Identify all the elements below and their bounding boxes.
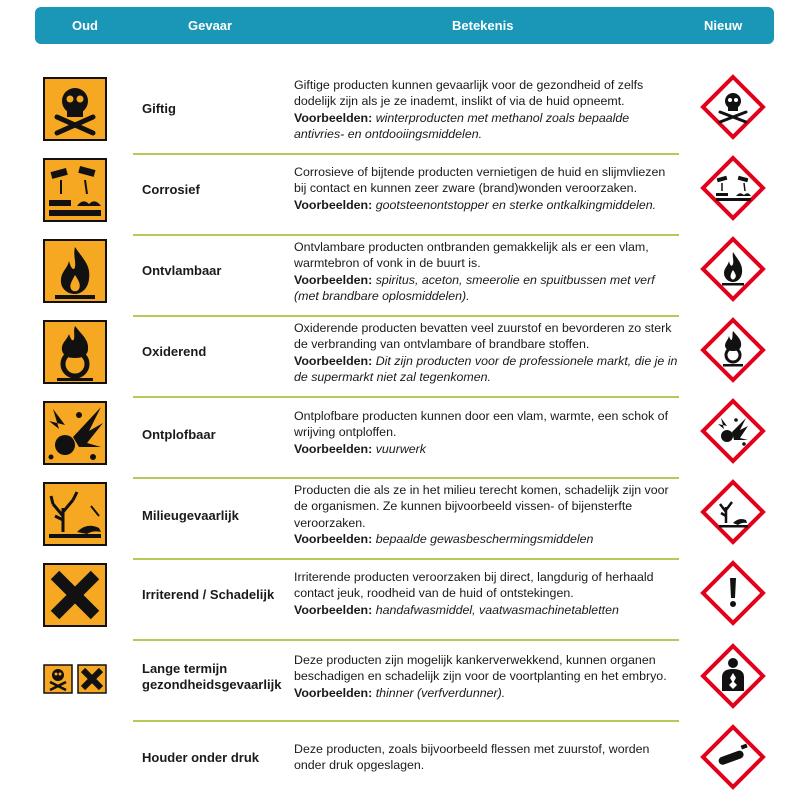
table-header xyxy=(35,7,774,44)
ghs-flame-icon xyxy=(700,236,766,302)
ghs-flame-over-circle-icon xyxy=(700,317,766,383)
header-betekenis: Betekenis xyxy=(452,18,514,33)
exploding-bomb-icon xyxy=(43,401,107,465)
table-row-ontplofbaar xyxy=(0,398,800,479)
hazard-description: Deze producten, zoals bijvoorbeeld flessen met zuurstof, worden onder druk opgeslagen. xyxy=(294,742,650,773)
hazard-name: Oxiderend xyxy=(142,344,207,359)
environment-icon xyxy=(43,482,107,546)
table-row-lange-termijn xyxy=(0,641,800,722)
table-row-houder-onder-druk xyxy=(0,722,800,803)
skull-and-cross-combo-icon xyxy=(43,664,107,728)
saltire-cross-icon xyxy=(43,563,107,627)
hazard-name: Lange termijn gezondheidsgevaarlijk xyxy=(142,661,282,692)
header-gevaar: Gevaar xyxy=(188,18,233,33)
flame-icon xyxy=(43,239,107,303)
header-nieuw: Nieuw xyxy=(704,18,743,33)
hazard-name: Corrosief xyxy=(142,182,200,197)
ghs-exploding-bomb-icon xyxy=(700,398,766,464)
ghs-skull-crossbones-icon xyxy=(700,74,766,140)
table-row-irriterend xyxy=(0,560,800,641)
hazard-name: Irriterend / Schadelijk xyxy=(142,587,275,602)
hazard-description: Deze producten zijn mogelijk kankerverwekkend, kunnen organen beschadigen en schadelijk zijn voor de voortplanting en het embryo. Voorbeelden: thinner (verfverdunner). xyxy=(294,653,667,700)
table-row-milieugevaarlijk xyxy=(0,479,800,560)
hazard-name: Giftig xyxy=(142,101,176,116)
table-row-giftig xyxy=(0,74,800,155)
hazard-name: Ontplofbaar xyxy=(142,427,216,442)
hazard-name: Houder onder druk xyxy=(142,750,260,765)
hazard-description: Producten die als ze in het milieu terecht komen, schadelijk zijn voor de organismen. Ze kunnen bijvoorbeeld vissen- of bijensterfte veroorzaken. Voorbeelden: bepaalde gewasbeschermingsmiddelen xyxy=(294,483,669,546)
header-oud: Oud xyxy=(72,18,98,33)
hazard-description: Corrosieve of bijtende producten vernietigen de huid en slijmvliezen bij contact en kunnen zeer zware (brand)wonden veroorzaken. Voorbeelden: gootsteenontstopper en sterke ontkalkingmiddelen. xyxy=(294,165,666,212)
ghs-gas-cylinder-icon xyxy=(700,724,766,790)
hazard-description: Irriterende producten veroorzaken bij direct, langdurig of herhaald contact jeuk, roodheid van de huid of ontstekingen. Voorbeelden: handafwasmiddel, vaatwasmachinetabletten xyxy=(294,570,654,617)
skull-crossbones-icon xyxy=(43,77,107,141)
corrosion-icon xyxy=(43,158,107,222)
hazard-description: Ontvlambare producten ontbranden gemakkelijk als er een vlam, warmtebron of vonk in de buurt is. Voorbeelden: spiritus, aceton, smeerolie en spuitbussen met verf (met brandbare oplosmiddelen). xyxy=(294,240,655,303)
ghs-exclamation-mark-icon xyxy=(700,560,766,626)
hazard-name: Milieugevaarlijk xyxy=(142,508,239,523)
ghs-environment-icon xyxy=(700,479,766,545)
table-row-ontvlambaar xyxy=(0,236,800,317)
hazard-description: Ontplofbare producten kunnen door een vlam, warmte, een schok of wrijving ontploffen. Voorbeelden: vuurwerk xyxy=(294,409,669,456)
hazard-description: Giftige producten kunnen gevaarlijk voor de gezondheid of zelfs dodelijk zijn als je ze inademt, inslikt of via de huid opneemt. Voorbeelden: winterproducten met methanol zoals bepaalde antivries- en ontdooiingsmiddelen. xyxy=(294,78,644,141)
ghs-health-hazard-icon xyxy=(700,643,766,709)
ghs-corrosion-icon xyxy=(700,155,766,221)
hazard-description: Oxiderende producten bevatten veel zuurstof en bevorderen zo sterk de verbranding van ontvlambare of brandbare stoffen. Voorbeelden: Dit zijn producten voor de professionele markt, die je in de supermarkt niet zal tegenkomen. xyxy=(294,321,678,384)
flame-over-circle-icon xyxy=(43,320,107,384)
hazard-name: Ontvlambaar xyxy=(142,263,222,278)
table-row-oxiderend xyxy=(0,317,800,398)
table-row-corrosief xyxy=(0,155,800,236)
